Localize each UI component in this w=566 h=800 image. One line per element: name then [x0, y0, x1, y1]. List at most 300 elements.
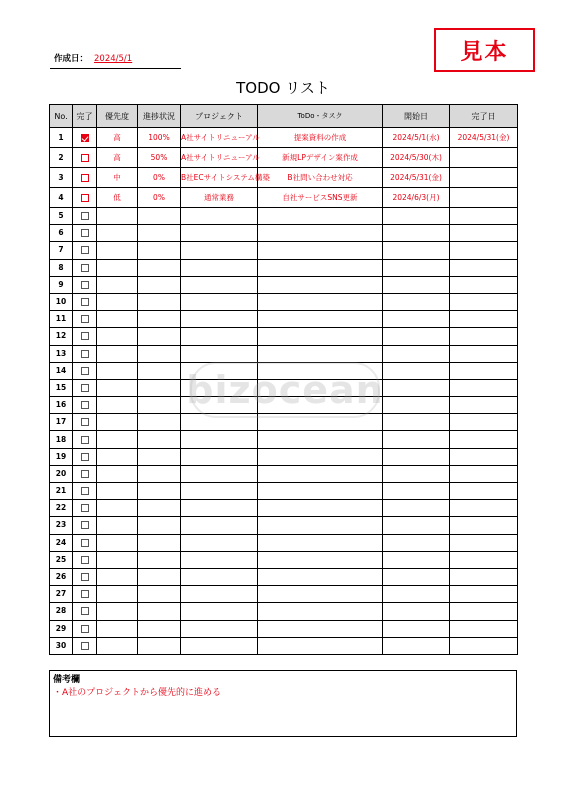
row-number: 30: [50, 637, 73, 654]
progress-cell: 50%: [138, 148, 181, 168]
task-cell[interactable]: [258, 414, 383, 431]
start-date-cell[interactable]: [383, 397, 450, 414]
start-date-cell[interactable]: [383, 517, 450, 534]
task-cell[interactable]: [258, 551, 383, 568]
end-date-cell[interactable]: [450, 603, 518, 620]
task-cell[interactable]: [258, 242, 383, 259]
checkbox[interactable]: [81, 212, 89, 220]
done-checkbox: [73, 293, 97, 310]
row-number: 7: [50, 242, 73, 259]
priority-cell[interactable]: [97, 448, 138, 465]
priority-cell[interactable]: [97, 483, 138, 500]
start-date-cell[interactable]: [383, 603, 450, 620]
project-cell[interactable]: [181, 465, 258, 482]
row-number: 5: [50, 208, 73, 225]
checkbox[interactable]: [81, 487, 89, 495]
project-cell[interactable]: [181, 311, 258, 328]
start-date-cell: 2024/6/3(月): [383, 188, 450, 208]
sample-stamp: 見本: [434, 28, 535, 72]
row-number: 24: [50, 534, 73, 551]
end-date-cell[interactable]: [450, 397, 518, 414]
progress-cell[interactable]: [138, 620, 181, 637]
row-number: 1: [50, 128, 73, 148]
priority-cell[interactable]: [97, 551, 138, 568]
project-cell[interactable]: [181, 500, 258, 517]
progress-cell[interactable]: [138, 603, 181, 620]
progress-cell[interactable]: [138, 259, 181, 276]
end-date-cell[interactable]: [450, 483, 518, 500]
checkbox[interactable]: [81, 401, 89, 409]
task-cell[interactable]: [258, 293, 383, 310]
checkbox[interactable]: [81, 174, 89, 182]
checkbox[interactable]: [81, 246, 89, 254]
table-row: [50, 603, 518, 620]
task-cell[interactable]: [258, 483, 383, 500]
checkbox[interactable]: [81, 470, 89, 478]
task-cell[interactable]: [258, 311, 383, 328]
col-header-task: ToDo・タスク: [258, 105, 383, 128]
row-number: 17: [50, 414, 73, 431]
row-number: 2: [50, 148, 73, 168]
project-cell[interactable]: [181, 431, 258, 448]
row-number: 18: [50, 431, 73, 448]
done-checkbox: [73, 188, 97, 208]
task-cell[interactable]: [258, 586, 383, 603]
project-cell[interactable]: [181, 328, 258, 345]
done-checkbox: [73, 517, 97, 534]
start-date-cell[interactable]: [383, 465, 450, 482]
task-cell[interactable]: [258, 500, 383, 517]
progress-cell[interactable]: [138, 448, 181, 465]
checkbox[interactable]: [81, 436, 89, 444]
done-checkbox: [73, 448, 97, 465]
progress-cell[interactable]: [138, 414, 181, 431]
table-row: [50, 276, 518, 293]
task-cell[interactable]: [258, 397, 383, 414]
done-checkbox: [73, 431, 97, 448]
done-checkbox: [73, 168, 97, 188]
task-cell[interactable]: [258, 259, 383, 276]
table-row: [50, 414, 518, 431]
checkbox[interactable]: [81, 384, 89, 392]
row-number: 8: [50, 259, 73, 276]
progress-cell[interactable]: [138, 551, 181, 568]
done-checkbox: [73, 414, 97, 431]
checkbox[interactable]: [81, 315, 89, 323]
start-date-cell[interactable]: [383, 259, 450, 276]
start-date-cell[interactable]: [383, 379, 450, 396]
progress-cell[interactable]: [138, 362, 181, 379]
end-date-cell[interactable]: [450, 586, 518, 603]
checkbox[interactable]: [81, 607, 89, 615]
col-header-priority: 優先度: [97, 105, 138, 128]
project-cell[interactable]: [181, 534, 258, 551]
progress-cell[interactable]: [138, 311, 181, 328]
progress-cell[interactable]: [138, 534, 181, 551]
done-checkbox: [73, 397, 97, 414]
done-checkbox: [73, 225, 97, 242]
table-row: [50, 362, 518, 379]
table-row: [50, 188, 518, 208]
row-number: 20: [50, 465, 73, 482]
task-cell: B社問い合わせ対応: [258, 168, 383, 188]
priority-cell[interactable]: [97, 328, 138, 345]
done-checkbox: [73, 500, 97, 517]
progress-cell[interactable]: [138, 500, 181, 517]
table-row: [50, 168, 518, 188]
start-date-cell[interactable]: [383, 637, 450, 654]
end-date-cell[interactable]: [450, 431, 518, 448]
end-date-cell[interactable]: [450, 328, 518, 345]
checkbox[interactable]: [81, 573, 89, 581]
project-cell: 通常業務: [181, 188, 258, 208]
task-cell[interactable]: [258, 603, 383, 620]
done-checkbox: [73, 259, 97, 276]
priority-cell[interactable]: [97, 242, 138, 259]
project-cell[interactable]: [181, 517, 258, 534]
progress-cell: 100%: [138, 128, 181, 148]
done-checkbox: [73, 362, 97, 379]
checkbox[interactable]: [81, 367, 89, 375]
done-checkbox: [73, 242, 97, 259]
row-number: 3: [50, 168, 73, 188]
end-date-cell[interactable]: [450, 225, 518, 242]
checkbox[interactable]: [81, 418, 89, 426]
priority-cell[interactable]: [97, 586, 138, 603]
priority-cell[interactable]: [97, 293, 138, 310]
priority-cell: 低: [97, 188, 138, 208]
progress-cell[interactable]: [138, 345, 181, 362]
task-cell[interactable]: [258, 208, 383, 225]
start-date-cell[interactable]: [383, 568, 450, 585]
table-row: [50, 225, 518, 242]
checkbox[interactable]: [81, 229, 89, 237]
project-cell[interactable]: [181, 293, 258, 310]
checkbox[interactable]: [81, 264, 89, 272]
row-number: 28: [50, 603, 73, 620]
project-cell[interactable]: [181, 586, 258, 603]
end-date-cell[interactable]: [450, 379, 518, 396]
progress-cell[interactable]: [138, 328, 181, 345]
progress-cell[interactable]: [138, 586, 181, 603]
start-date-cell[interactable]: [383, 225, 450, 242]
done-checkbox: [73, 551, 97, 568]
done-checkbox: [73, 620, 97, 637]
project-cell[interactable]: [181, 276, 258, 293]
priority-cell[interactable]: [97, 465, 138, 482]
table-row: [50, 259, 518, 276]
priority-cell[interactable]: [97, 414, 138, 431]
table-row: [50, 128, 518, 148]
notes-body: ・A社のプロジェクトから優先的に進める: [53, 688, 221, 698]
done-checkbox: [73, 603, 97, 620]
progress-cell[interactable]: [138, 431, 181, 448]
end-date-cell[interactable]: [450, 517, 518, 534]
table-row: [50, 586, 518, 603]
priority-cell[interactable]: [97, 534, 138, 551]
priority-cell[interactable]: [97, 311, 138, 328]
priority-cell[interactable]: [97, 637, 138, 654]
priority-cell[interactable]: [97, 345, 138, 362]
priority-cell[interactable]: [97, 431, 138, 448]
project-cell[interactable]: [181, 397, 258, 414]
notes-title: 備考欄: [53, 675, 81, 685]
checkbox[interactable]: [81, 194, 89, 202]
task-cell[interactable]: [258, 345, 383, 362]
start-date-cell[interactable]: [383, 483, 450, 500]
start-date-cell: 2024/5/1(水): [383, 128, 450, 148]
checkbox[interactable]: [81, 539, 89, 547]
start-date-cell[interactable]: [383, 345, 450, 362]
table-row: [50, 568, 518, 585]
priority-cell[interactable]: [97, 500, 138, 517]
notes-box[interactable]: [49, 670, 517, 737]
checkbox[interactable]: [81, 453, 89, 461]
task-cell[interactable]: [258, 448, 383, 465]
progress-cell[interactable]: [138, 397, 181, 414]
priority-cell[interactable]: [97, 362, 138, 379]
table-row: [50, 379, 518, 396]
created-date-value: 2024/5/1: [94, 54, 133, 64]
end-date-cell[interactable]: [450, 293, 518, 310]
table-row: [50, 465, 518, 482]
start-date-cell[interactable]: [383, 586, 450, 603]
checkbox[interactable]: [81, 625, 89, 633]
table-row: [50, 148, 518, 168]
start-date-cell[interactable]: [383, 431, 450, 448]
task-cell[interactable]: [258, 328, 383, 345]
start-date-cell[interactable]: [383, 534, 450, 551]
table-row: [50, 397, 518, 414]
end-date-cell[interactable]: [450, 448, 518, 465]
done-checkbox: [73, 328, 97, 345]
start-date-cell: 2024/5/30(木): [383, 148, 450, 168]
table-row: [50, 208, 518, 225]
progress-cell[interactable]: [138, 293, 181, 310]
end-date-cell[interactable]: [450, 568, 518, 585]
end-date-cell: [450, 168, 518, 188]
start-date-cell[interactable]: [383, 328, 450, 345]
table-row: [50, 311, 518, 328]
end-date-cell[interactable]: [450, 534, 518, 551]
checkbox[interactable]: [81, 642, 89, 650]
watermark-logo: bizocean: [190, 362, 380, 418]
end-date-cell[interactable]: [450, 208, 518, 225]
progress-cell[interactable]: [138, 225, 181, 242]
project-cell[interactable]: [181, 208, 258, 225]
done-checkbox: [73, 276, 97, 293]
priority-cell[interactable]: [97, 517, 138, 534]
project-cell[interactable]: [181, 603, 258, 620]
project-cell: A社サイトリニューアル: [181, 128, 258, 148]
done-checkbox: [73, 483, 97, 500]
progress-cell: 0%: [138, 168, 181, 188]
row-number: 10: [50, 293, 73, 310]
project-cell[interactable]: [181, 225, 258, 242]
project-cell[interactable]: [181, 448, 258, 465]
project-cell[interactable]: [181, 637, 258, 654]
row-number: 12: [50, 328, 73, 345]
progress-cell[interactable]: [138, 637, 181, 654]
priority-cell[interactable]: [97, 620, 138, 637]
end-date-cell[interactable]: [450, 414, 518, 431]
task-cell[interactable]: [258, 379, 383, 396]
todo-table: [49, 104, 518, 655]
progress-cell[interactable]: [138, 483, 181, 500]
progress-cell[interactable]: [138, 379, 181, 396]
table-row: [50, 637, 518, 654]
end-date-cell[interactable]: [450, 362, 518, 379]
task-cell[interactable]: [258, 276, 383, 293]
table-row: [50, 242, 518, 259]
end-date-cell[interactable]: [450, 345, 518, 362]
col-header-done: 完了: [73, 105, 97, 128]
end-date-cell[interactable]: [450, 276, 518, 293]
end-date-cell: [450, 188, 518, 208]
row-number: 6: [50, 225, 73, 242]
project-cell[interactable]: [181, 620, 258, 637]
checkbox[interactable]: [81, 590, 89, 598]
row-number: 16: [50, 397, 73, 414]
priority-cell[interactable]: [97, 208, 138, 225]
checkbox[interactable]: [81, 350, 89, 358]
task-cell[interactable]: [258, 620, 383, 637]
progress-cell[interactable]: [138, 242, 181, 259]
row-number: 15: [50, 379, 73, 396]
task-cell[interactable]: [258, 568, 383, 585]
done-checkbox: [73, 148, 97, 168]
project-cell[interactable]: [181, 345, 258, 362]
task-cell[interactable]: [258, 637, 383, 654]
checkbox[interactable]: [81, 556, 89, 564]
start-date-cell[interactable]: [383, 276, 450, 293]
checkbox[interactable]: [81, 298, 89, 306]
progress-cell[interactable]: [138, 568, 181, 585]
task-cell[interactable]: [258, 362, 383, 379]
col-header-no: No.: [50, 105, 73, 128]
end-date-cell[interactable]: [450, 242, 518, 259]
start-date-cell: 2024/5/31(金): [383, 168, 450, 188]
start-date-cell[interactable]: [383, 414, 450, 431]
done-checkbox: [73, 637, 97, 654]
progress-cell[interactable]: [138, 465, 181, 482]
priority-cell[interactable]: [97, 379, 138, 396]
task-cell[interactable]: [258, 225, 383, 242]
priority-cell: 高: [97, 128, 138, 148]
project-cell[interactable]: [181, 242, 258, 259]
checkbox[interactable]: [81, 332, 89, 340]
priority-cell: 高: [97, 148, 138, 168]
row-number: 26: [50, 568, 73, 585]
project-cell[interactable]: [181, 551, 258, 568]
priority-cell[interactable]: [97, 225, 138, 242]
project-cell[interactable]: [181, 483, 258, 500]
priority-cell[interactable]: [97, 568, 138, 585]
end-date-cell[interactable]: [450, 259, 518, 276]
project-cell: B社ECサイトシステム構築: [181, 168, 258, 188]
done-checkbox: [73, 534, 97, 551]
start-date-cell[interactable]: [383, 362, 450, 379]
priority-cell[interactable]: [97, 259, 138, 276]
created-date-label: 作成日：: [54, 54, 89, 64]
done-checkbox: [73, 465, 97, 482]
table-row: [50, 345, 518, 362]
end-date-cell[interactable]: [450, 311, 518, 328]
priority-cell[interactable]: [97, 603, 138, 620]
checkbox[interactable]: [81, 154, 89, 162]
task-cell[interactable]: [258, 431, 383, 448]
row-number: 21: [50, 483, 73, 500]
project-cell[interactable]: [181, 414, 258, 431]
checkbox-checked[interactable]: [81, 134, 89, 142]
row-number: 4: [50, 188, 73, 208]
task-cell[interactable]: [258, 465, 383, 482]
done-checkbox: [73, 568, 97, 585]
done-checkbox: [73, 128, 97, 148]
progress-cell: 0%: [138, 188, 181, 208]
start-date-cell[interactable]: [383, 551, 450, 568]
start-date-cell[interactable]: [383, 448, 450, 465]
end-date-cell[interactable]: [450, 620, 518, 637]
checkbox[interactable]: [81, 504, 89, 512]
created-date: [50, 50, 181, 69]
col-header-project: プロジェクト: [181, 105, 258, 128]
checkbox[interactable]: [81, 281, 89, 289]
task-cell[interactable]: [258, 517, 383, 534]
row-number: 23: [50, 517, 73, 534]
start-date-cell[interactable]: [383, 293, 450, 310]
start-date-cell[interactable]: [383, 208, 450, 225]
start-date-cell[interactable]: [383, 620, 450, 637]
project-cell[interactable]: [181, 362, 258, 379]
end-date-cell: 2024/5/31(金): [450, 128, 518, 148]
page-title: TODO リスト: [236, 79, 330, 97]
row-number: 19: [50, 448, 73, 465]
project-cell[interactable]: [181, 568, 258, 585]
table-row: [50, 500, 518, 517]
priority-cell: 中: [97, 168, 138, 188]
progress-cell[interactable]: [138, 208, 181, 225]
progress-cell[interactable]: [138, 517, 181, 534]
task-cell: 新規LPデザイン案作成: [258, 148, 383, 168]
col-header-progress: 進捗状況: [138, 105, 181, 128]
done-checkbox: [73, 311, 97, 328]
start-date-cell[interactable]: [383, 311, 450, 328]
table-header-row: [50, 105, 518, 128]
end-date-cell[interactable]: [450, 500, 518, 517]
table-row: [50, 328, 518, 345]
done-checkbox: [73, 379, 97, 396]
start-date-cell[interactable]: [383, 242, 450, 259]
done-checkbox: [73, 586, 97, 603]
priority-cell[interactable]: [97, 276, 138, 293]
progress-cell[interactable]: [138, 276, 181, 293]
task-cell[interactable]: [258, 534, 383, 551]
end-date-cell[interactable]: [450, 551, 518, 568]
end-date-cell[interactable]: [450, 465, 518, 482]
row-number: 9: [50, 276, 73, 293]
project-cell[interactable]: [181, 379, 258, 396]
row-number: 27: [50, 586, 73, 603]
row-number: 29: [50, 620, 73, 637]
project-cell[interactable]: [181, 259, 258, 276]
project-cell: A社サイトリニューアル: [181, 148, 258, 168]
row-number: 14: [50, 362, 73, 379]
start-date-cell[interactable]: [383, 500, 450, 517]
checkbox[interactable]: [81, 521, 89, 529]
end-date-cell[interactable]: [450, 637, 518, 654]
priority-cell[interactable]: [97, 397, 138, 414]
